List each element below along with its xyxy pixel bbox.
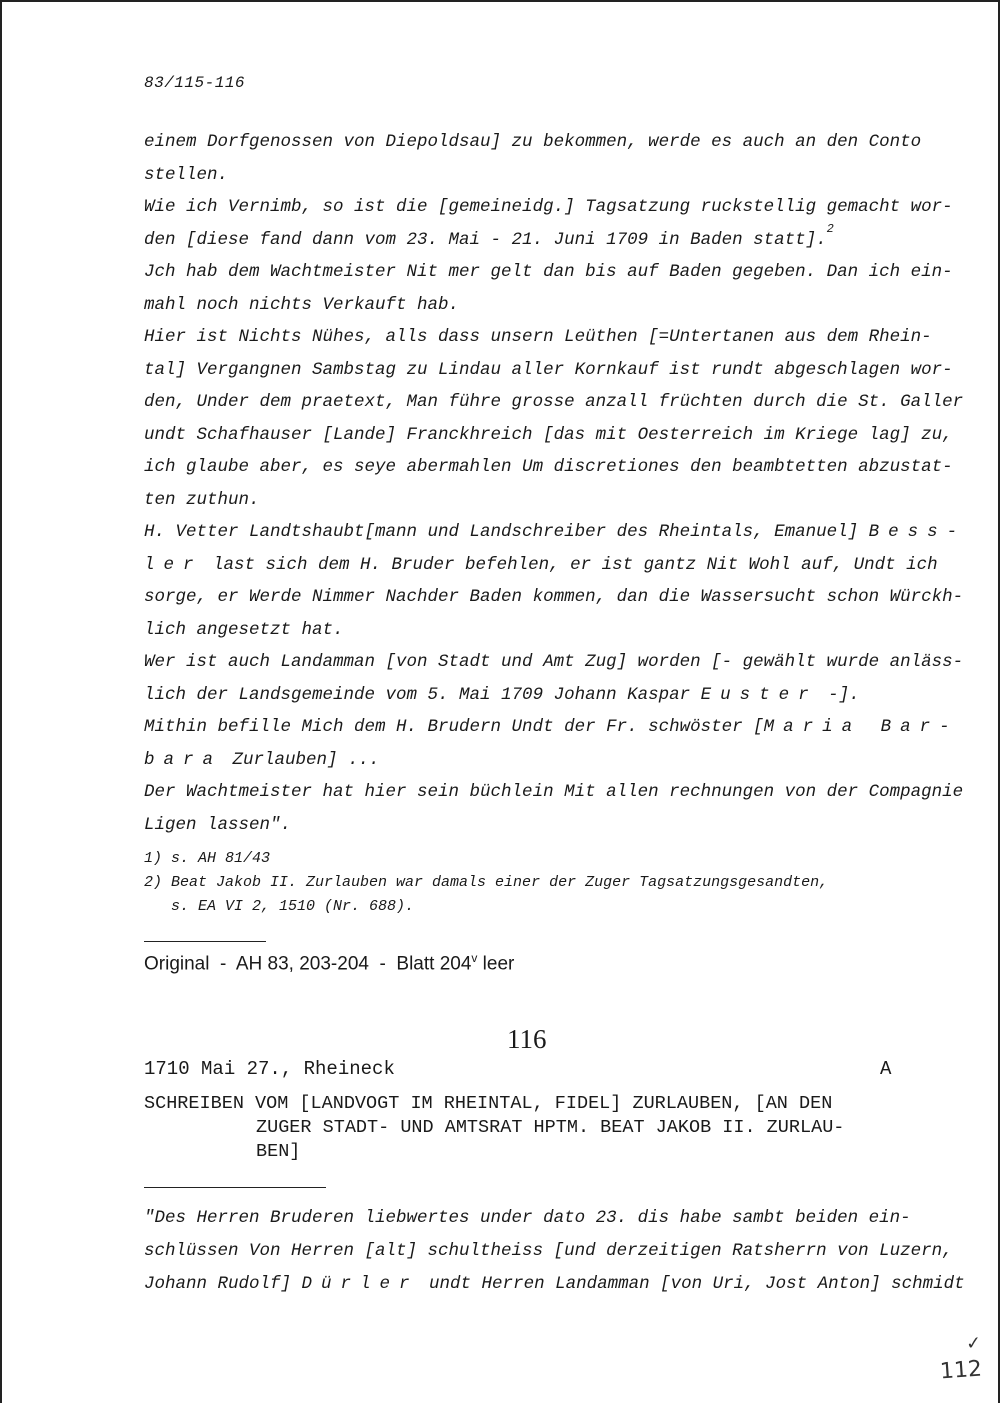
- text-line: ten zuthun.: [144, 489, 260, 510]
- text-line: [144, 549, 938, 582]
- heading-line: BEN]: [256, 1141, 301, 1162]
- footnote: 1) s. AH 81/43: [144, 850, 271, 867]
- text-span: last sich dem H. Bruder befehlen, er ist gantz Nit Wohl auf, Undt ich: [202, 554, 938, 575]
- text-line: Ligen lassen".: [144, 814, 292, 835]
- original-source-line: [144, 951, 514, 975]
- text-line: [144, 516, 967, 549]
- separator-rule: [144, 941, 266, 942]
- text-line: [144, 679, 934, 712]
- text-line: einem Dorfgenossen von Diepoldsau] zu bekommen, werde es auch an den Conto: [144, 132, 922, 152]
- spaced-name: ler: [144, 554, 203, 575]
- text-line: mahl noch nichts Verkauft hab.: [144, 294, 460, 315]
- footnote: 2) Beat Jakob II. Zurlauben war damals einer der Zuger Tagsatzungsgesandten,: [144, 874, 829, 891]
- date-place: 1710 Mai 27., Rheineck: [144, 1058, 395, 1080]
- heading-line: SCHREIBEN VOM [LANDVOGT IM RHEINTAL, FIDEL] ZURLAUBEN, [AN DEN: [144, 1093, 833, 1114]
- spaced-name: Maria Bar-: [763, 717, 959, 737]
- text-line: den, Under dem praetext, Man führe grosse anzall früchten durch die St. Galler: [144, 392, 964, 412]
- check-mark-icon: ✓: [965, 1332, 982, 1355]
- text-span: undt Herren Landamman [von Uri, Jost Anton] schmidt: [418, 1274, 965, 1294]
- text-span: Mithin befille Mich dem H. Brudern Undt der Fr. schwöster [: [144, 717, 764, 737]
- heading-line: ZUGER STADT- UND AMTSRAT HPTM. BEAT JAKOB II. ZURLAU-: [256, 1117, 845, 1138]
- text-span: Zurlauben] ...: [222, 749, 380, 770]
- footnotes: [144, 847, 934, 919]
- footnote: s. EA VI 2, 1510 (Nr. 688).: [144, 898, 415, 915]
- footnote-ref-2: 2: [826, 221, 834, 236]
- text-span: leer: [477, 953, 515, 975]
- handwritten-page-number: [939, 1332, 983, 1385]
- letter-115-body: [144, 126, 967, 841]
- text-line: [144, 1268, 965, 1301]
- document-number: 116: [507, 1024, 547, 1054]
- spaced-name: Bess-: [868, 522, 967, 542]
- text-span: -].: [817, 684, 860, 705]
- verso-sup: v: [471, 951, 478, 965]
- text-line: Hier ist Nichts Nühes, alls dass unsern Leüthen [=Untertanen aus dem Rhein-: [144, 327, 932, 347]
- text-line: Jch hab dem Wachtmeister Nit mer gelt dan bis auf Baden gegeben. Dan ich ein-: [144, 262, 953, 282]
- text-line: schlüssen Von Herren [alt] schultheiss [und derzeitigen Ratsherrn von Luzern,: [144, 1241, 953, 1261]
- letter-116-quote: [144, 1202, 965, 1301]
- text-line: lich angesetzt hat.: [144, 619, 344, 640]
- text-span: den [diese fand dann vom 23. Mai - 21. Juni 1709 in Baden statt].: [144, 229, 827, 250]
- text-line: sorge, er Werde Nimmer Nachder Baden kommen, dan die Wassersucht schon Würckh-: [144, 587, 964, 607]
- document-heading: [144, 1092, 924, 1164]
- text-span: lich der Landsgemeinde vom 5. Mai 1709 Johann Kaspar: [144, 684, 701, 705]
- text-line: Der Wachtmeister hat hier sein büchlein Mit allen rechnungen von der Compagnie: [144, 782, 964, 802]
- spaced-name: Euster: [700, 684, 818, 705]
- separator-rule: [144, 1187, 326, 1188]
- spaced-name: Dürler: [301, 1274, 419, 1294]
- text-line: Wie ich Vernimb, so ist die [gemeineidg.] Tagsatzung ruckstellig gemacht wor-: [144, 197, 953, 217]
- text-line: [144, 711, 959, 744]
- text-line: stellen.: [144, 164, 229, 185]
- text-line: tal] Vergangnen Sambstag zu Lindau aller Kornkauf ist rundt abgeschlagen wor-: [144, 359, 953, 380]
- text-line: [144, 221, 934, 257]
- text-span: Johann Rudolf]: [144, 1274, 302, 1294]
- spaced-name: bara: [144, 749, 223, 770]
- page-reference: 83/115-116: [144, 74, 246, 92]
- text-line: undt Schafhauser [Lande] Franckhreich [das mit Oesterreich im Kriege lag] zu,: [144, 424, 953, 445]
- text-span: H. Vetter Landtshaubt[mann und Landschreiber des Rheintals, Emanuel]: [144, 522, 869, 542]
- text-span: Original - AH 83, 203-204 - Blatt 204: [144, 953, 472, 975]
- handwritten-number: 112: [939, 1356, 983, 1385]
- text-line: Wer ist auch Landamman [von Stadt und Amt Zug] worden [- gewählt wurde anläss-: [144, 652, 964, 672]
- document-mark: A: [880, 1058, 892, 1080]
- text-line: ich glaube aber, es seye abermahlen Um discretiones den beambtetten abzustat-: [144, 457, 953, 477]
- text-line: [144, 744, 934, 777]
- text-line: "Des Herren Bruderen liebwertes under dato 23. dis habe sambt beiden ein-: [144, 1208, 911, 1228]
